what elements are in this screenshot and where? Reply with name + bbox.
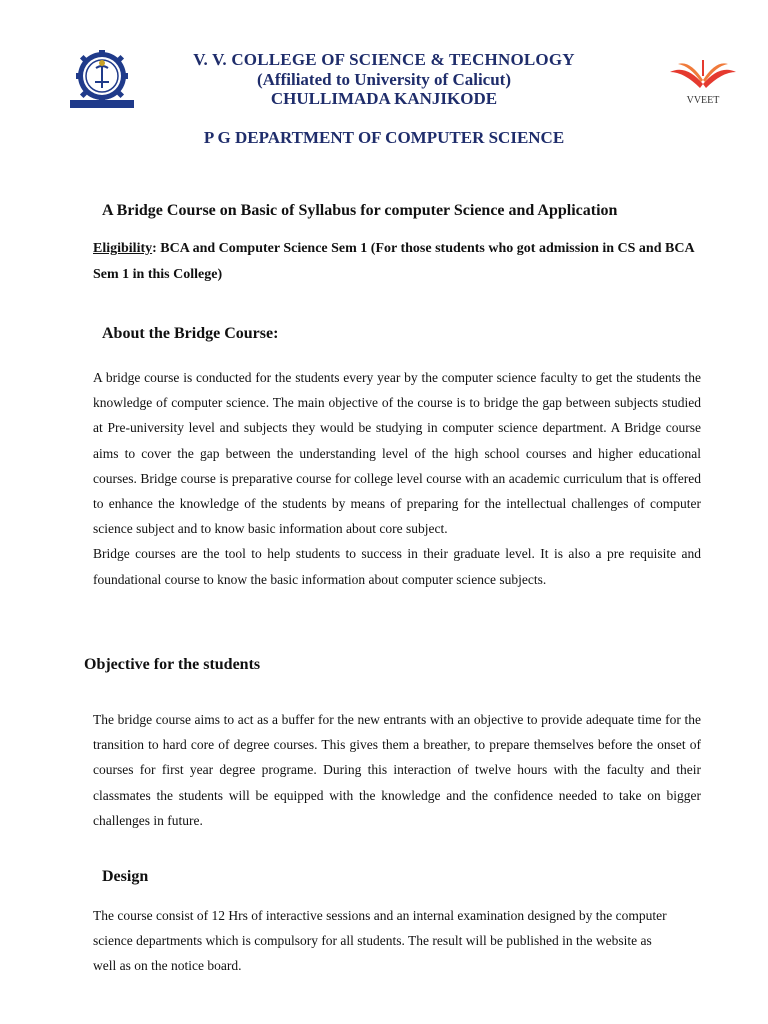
location: CHULLIMADA KANJIKODE [270, 89, 498, 108]
design-paragraph: The course consist of 12 Hrs of interactive sessions and an internal examination designed by the computer science departments which is compulsory for all students. The result will be published in the website as well as on the notice board. [93, 908, 667, 974]
eligibility-text: : BCA and Computer Science Sem 1 (For those students who got admission in CS and BCA Sem 1 in this College) [93, 241, 694, 282]
department-title: P G DEPARTMENT OF COMPUTER SCIENCE [203, 128, 565, 147]
objective-heading: Objective for the students [84, 656, 261, 673]
affiliation: (Affiliated to University of Calicut) [256, 70, 511, 89]
course-title: A Bridge Course on Basic of Syllabus for computer Science and Application [102, 202, 618, 219]
college-emblem-logo [66, 48, 138, 110]
eligibility [93, 236, 703, 288]
college-name: V. V. COLLEGE OF SCIENCE & TECHNOLOGY [193, 50, 575, 69]
design-heading: Design [102, 868, 149, 885]
objective-body [93, 707, 701, 833]
about-heading: About the Bridge Course: [102, 325, 279, 342]
objective-paragraph: The bridge course aims to act as a buffer for the new entrants with an objective to provide adequate time for the transition to hard core of degree courses. This gives them a breather, to prepare themselves before the onset of courses for first year degree programe. During this interaction of twelve hours with the faculty and their classmates the students will be equipped with the knowledge and the confidence needed to take on bigger challenges in future. [93, 712, 701, 828]
about-paragraph-2: Bridge courses are the tool to help students to success in their graduate level. It is also a pre requisite and foundational course to know the basic information about computer science subjects. [93, 546, 701, 587]
eligibility-label: Eligibility [93, 241, 153, 256]
about-body [93, 365, 701, 592]
design-body [93, 903, 673, 979]
about-paragraph-1: A bridge course is conducted for the students every year by the computer science faculty to get the students the knowledge of computer science. The main objective of the course is to bridge the gap between subjects studied at Pre-university level and subjects they would be studying in computer science department. A Bridge course aims to cover the gap between the understanding level of the high school courses and higher educational courses. Bridge course is preparative course for college level course with an academic curriculum that is offered to enhance the knowledge of the students by means of preparing for the intellectual challenges of computer science subject and to know basic information about core subject. [93, 370, 701, 537]
svg-text:VVEET: VVEET [686, 95, 720, 106]
vveet-logo [666, 50, 740, 108]
